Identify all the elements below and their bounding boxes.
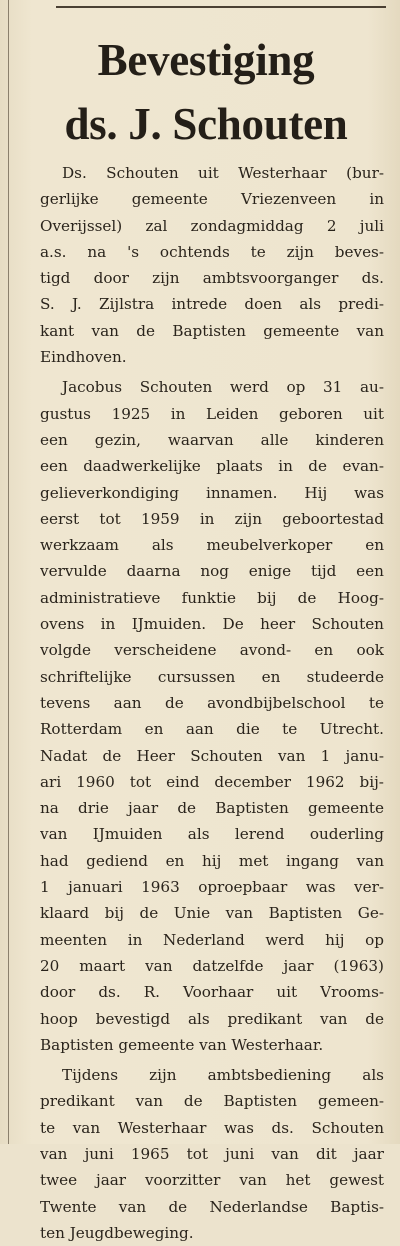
article-line: Eindhoven. xyxy=(40,348,127,367)
article-paragraph xyxy=(40,160,384,370)
article-line: hoop bevestigd als predikant van de xyxy=(40,1009,384,1028)
article-line: Tijdens zijn ambtsbediening als xyxy=(62,1066,384,1085)
article-line: twee jaar voorzitter van het gewest xyxy=(40,1171,384,1190)
article-line: ten Jeugdbeweging. xyxy=(40,1223,194,1242)
article-line: Overijssel) zal zondagmiddag 2 juli xyxy=(40,216,384,235)
article-line: volgde verscheidene avond- en ook xyxy=(40,641,384,660)
article-line: Baptisten gemeente van Westerhaar. xyxy=(40,1035,324,1054)
column-rule-top xyxy=(56,6,386,8)
article-line: 20 maart van datzelfde jaar (1963) xyxy=(40,956,384,975)
article-line: S. J. Zijlstra intrede doen als predi- xyxy=(40,295,384,314)
article-line: kant van de Baptisten gemeente van xyxy=(40,321,384,340)
article-line: had gediend en hij met ingang van xyxy=(40,851,384,870)
article-line: schriftelijke cursussen en studeerde xyxy=(40,667,384,686)
article-line: te van Westerhaar was ds. Schouten xyxy=(40,1118,384,1137)
article-line: gustus 1925 in Leiden geboren uit xyxy=(40,404,384,423)
article-line: klaard bij de Unie van Baptisten Ge- xyxy=(40,904,384,923)
headline-line-2: ds. J. Schouten xyxy=(64,99,348,149)
article-paragraph xyxy=(40,1062,384,1246)
article-body xyxy=(40,160,384,1246)
article-line: Jacobus Schouten werd op 31 au- xyxy=(62,378,384,397)
article-line: door ds. R. Voorhaar uit Vrooms- xyxy=(40,983,384,1002)
article-line: na drie jaar de Baptisten gemeente xyxy=(40,799,384,818)
article-line: tigd door zijn ambtsvoorganger ds. xyxy=(40,269,384,288)
article-line: van juni 1965 tot juni van dit jaar xyxy=(40,1144,384,1163)
article-line: van IJmuiden als lerend ouderling xyxy=(40,825,384,844)
article-paragraph xyxy=(40,374,384,1058)
article-line: administratieve funktie bij de Hoog- xyxy=(40,588,384,607)
article-line: ovens in IJmuiden. De heer Schouten xyxy=(40,615,384,634)
article-line: eerst tot 1959 in zijn geboortestad xyxy=(40,509,384,528)
article-line: werkzaam als meubelverkoper en xyxy=(40,536,384,555)
article-line: 1 januari 1963 oproepbaar was ver- xyxy=(40,878,384,897)
article-line: vervulde daarna nog enige tijd een xyxy=(40,562,384,581)
article-line: ari 1960 tot eind december 1962 bij- xyxy=(40,772,384,791)
article-line: Twente van de Nederlandse Baptis- xyxy=(40,1197,384,1216)
article-line: gelieverkondiging innamen. Hij was xyxy=(40,483,384,502)
article-line: Rotterdam en aan die te Utrecht. xyxy=(40,720,384,739)
column-rule-left xyxy=(8,0,9,1144)
headline-line-1: Bevestiging xyxy=(97,35,315,85)
article-line: gerlijke gemeente Vriezenveen in xyxy=(40,190,384,209)
article-line: een daadwerkelijke plaats in de evan- xyxy=(40,457,384,476)
article-line: tevens aan de avondbijbelschool te xyxy=(40,693,384,712)
article-line: a.s. na 's ochtends te zijn beves- xyxy=(40,242,384,261)
article-line: Nadat de Heer Schouten van 1 janu- xyxy=(40,746,384,765)
article-line: predikant van de Baptisten gemeen- xyxy=(40,1092,384,1111)
article-line: een gezin, waarvan alle kinderen xyxy=(40,430,384,449)
article-line: Ds. Schouten uit Westerhaar (bur- xyxy=(62,164,384,182)
article-line: meenten in Nederland werd hij op xyxy=(40,930,384,949)
